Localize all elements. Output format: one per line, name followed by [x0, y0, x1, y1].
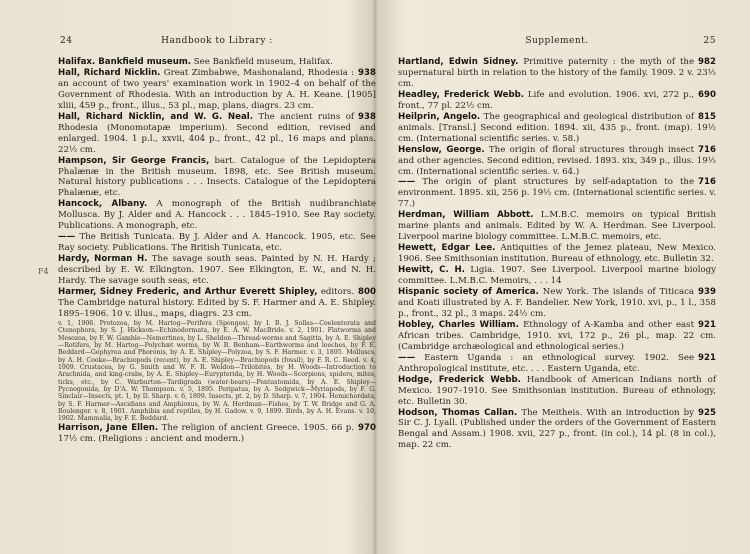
entry-body: Life and evolution. 1906. xvi, 272 p., front., 77 pl. 22½ cm. — [398, 89, 695, 111]
entry — [389, 353, 716, 375]
entry-body: The British Tunicata. By J. Alder and A. Hancock. 1905, etc. See Ray society. Publications. The British Tunicata, etc. — [58, 232, 376, 254]
entry — [49, 57, 376, 68]
entry-number: 970 — [358, 422, 376, 433]
entry — [389, 265, 716, 287]
entry-body: The religion of ancient Greece. 1905. 66 p. 17½ cm. (Religions : ancient and modern.) — [58, 422, 355, 444]
right-page — [398, 36, 716, 451]
entry-heading: Harmer, Sidney Frederic, and Arthur Everett Shipley, — [58, 287, 318, 298]
entry-heading: Hall, Richard Nicklin. — [58, 67, 161, 78]
entry — [389, 243, 716, 265]
entry-body: Primitive paternity : the myth of the supernatural birth in relation to the history of the family. 1909. 2 v. 23½ cm. — [398, 57, 716, 89]
entry-body: New York. The islands of Titicaca and Koati illustrated by A. F. Bandelier. New York, 1910. xvi, p., 1 l., 358 p., front., 32 pl., 3 maps. 24½ cm. — [398, 287, 716, 319]
entry-number: 800 — [358, 287, 376, 298]
entry-heading: —— — [58, 232, 76, 243]
contents-note: v. 1, 1906. Protozoa, by M. Hartog—Porifera (Sponges), by I. B. J. Sollas—Coelenterata and Ctenophora, by S. J. Hickson—Echinodermata, by E. A. W. MacBride. v. 2, 1901. Flatworms and Mesozoa, by F. W. Gamble—Nemertines, by L. Sheldon—Thread-worms and Sagitta, by A. E. Shipley—Rotifers, by M. Hartog—Polychæt worms, by W. B. Benham—Earthworms and leeches, by F. E. Beddard—Gephyrea and Phoronis, by A. E. Shipley—Polyzoa, by S. F. Harmer. v. 3, 1895. Molluscs, by A. H. Cooke—Brachiopods (recent), by A. E. Shipley—Brachiopods (fossil), by F. R. C. Reed. v. 4, 1909. Crustacea, by G. Smith and W. F. R. Weldon—Trilobites, by H. Woods—Introduction to Arachnida, and king-crabs, by A. E. Shipley—Eurypterida, by H. Woods—Scorpions, spiders, mites, ticks, etc., by C. Warburton—Tardigrada (water-bears)—Pentastomida, by A. E. Shipley—Pycnogonida, by D'A. W. Thompson. v. 5, 1895. Peripatus, by A. Sedgwick—Myriapods, by F. G. Sinclair—Insects, pt. 1, by D. Sharp. v. 6, 1899. Insects, pt. 2, by D. Sharp. v. 7, 1904. Hemichordata, by S. F. Harmer—Ascidians and Amphioxus, by W. A. Herdman—Fishes, by T. W. Bridge and G. A. Boulenger. v. 8, 1901. Amphibia and reptiles, by H. Gadow. v. 9, 1899. Birds, by A. H. Evans. v. 10, 1902. Mammalia, by F. E. Beddard. — [58, 319, 376, 423]
entry — [389, 145, 716, 178]
entry-heading: Hampson, Sir George Francis, — [58, 155, 210, 166]
entry — [389, 210, 716, 243]
entry-body: Ligia. 1907. See Liverpool. Liverpool marine biology committee. L.M.B.C. Memoirs, . . . 14 — [398, 265, 717, 287]
entry — [389, 90, 716, 112]
entry-heading: Hartland, Edwin Sidney. — [398, 57, 519, 67]
entry-body: Eastern Uganda : an ethnological survey. 1902. See Anthropological institute, etc. . . . Eastern Uganda, etc. — [398, 352, 695, 374]
entry-body: See Bankfield museum, Halifax. — [191, 57, 333, 67]
entry-heading: Hispanic society of America. — [398, 287, 539, 298]
running-head: Handbook to Library : — [161, 36, 273, 46]
entry-number: 716 — [698, 177, 716, 188]
entry-number: 938 — [358, 111, 376, 122]
entry-body: The savage south seas. Painted by N. H. Hardy ; described by E. W. Elkington. 1907. See Elkington, E. W., and N. H. Hardy. The savage south seas, etc. — [58, 254, 376, 287]
entry — [389, 320, 716, 353]
entry-heading: —— — [398, 177, 416, 188]
entry-body: The geographical and geological distribution of animals. [Transl.] Second edition. 1894. xii, 435 p., front. (map). 19½ cm. (International scientific series. v. 58.) — [398, 111, 716, 144]
entry-body: bart. Catalogue of the Lepidoptera Phalænæ in the British museum. 1898, etc. See British museum. Natural history publications . . . Insects. Catalogue of the Lepidoptera Phalænæ, etc. — [58, 155, 376, 199]
entry — [49, 156, 376, 200]
right-entries — [398, 57, 716, 451]
entry-body: Great Zimbabwe, Mashonaland, Rhodesia : an account of two years' examination work in 1902–4 on behalf of the Government of Rhodesia. With an introduction by A. H. Keane. [1905] xliii, 459 p., front., illus., 53 pl., map, plans, diagrs. 23 cm. — [58, 67, 376, 111]
entry-heading: Halifax. Bankfield museum. — [58, 57, 192, 67]
entry-heading: Hewett, Edgar Lee. — [398, 243, 496, 254]
entry — [49, 112, 376, 156]
entry-heading: Herdman, William Abbott. — [398, 210, 534, 221]
entry-heading: Hewitt, C. H. — [398, 265, 465, 276]
running-head: Supplement. — [525, 36, 589, 46]
entry — [389, 375, 716, 408]
left-page — [58, 36, 376, 445]
entry-heading: Hodson, Thomas Callan. — [398, 407, 518, 418]
entry-heading: Hancock, Albany. — [58, 199, 148, 210]
entry — [389, 177, 716, 210]
entry-body: The origin of floral structures through insect and other agencies. Second edition, revised. 1893. xix, 349 p., illus. 19½ cm. (International scientific series. v. 64.) — [398, 144, 716, 177]
entry-number: 921 — [698, 352, 716, 363]
entry-heading: —— — [398, 352, 416, 363]
entry-body: Antiquities of the Jemez plateau, New Mexico. 1906. See Smithsonian institution. Bureau of ethnology, etc. Bulletin 32. — [398, 243, 716, 265]
entry-body: A monograph of the British nudibranchiate Mollusca. By J. Alder and A. Hancock . . . 1845–1910. See Ray society. Publications. A monograph, etc. — [58, 199, 376, 232]
entry-number: 925 — [698, 407, 716, 418]
entry-heading: Hall, Richard Nicklin, and W. G. Neal. — [58, 111, 253, 122]
entry — [389, 57, 716, 90]
entry-heading: Hodge, Frederick Webb. — [398, 374, 521, 385]
entry-heading: Hobley, Charles William. — [398, 319, 519, 330]
entry — [49, 287, 376, 320]
entry-number: 690 — [698, 89, 716, 100]
entry — [389, 112, 716, 145]
entry — [49, 232, 376, 254]
left-page-header — [58, 36, 376, 50]
entry-body: Ethnology of A-Kamba and other east African tribes. Cambridge, 1910. xvi, 172 p., 26 pl., map. 22 cm. (Cambridge archæological and ethnological series.) — [398, 319, 716, 352]
entry-number: 939 — [698, 287, 716, 298]
entry-body: editors. The Cambridge natural history. Edited by S. F. Harmer and A. E. Shipley. 1895–1906. 10 v. illus., maps, diagrs. 23 cm. — [58, 287, 376, 319]
entry — [389, 287, 716, 320]
entry — [49, 68, 376, 112]
entry-number: 938 — [358, 67, 376, 78]
entry-heading: Harrison, Jane Ellen. — [58, 422, 159, 433]
left-entries — [58, 57, 376, 320]
page-number: 24 — [60, 36, 73, 46]
entry-number: 716 — [698, 144, 716, 155]
page-number: 25 — [703, 36, 716, 46]
entry-body: The ancient ruins of Rhodesia (Monomotapæ imperium). Second edition, revised and enlarged. 1904. 1 p.l., xxvii, 404 p., front., 42 pl., 16 maps and plans. 22½ cm. — [58, 111, 376, 155]
entry — [49, 254, 376, 287]
entry-body: The Meitheis. With an introduction by Sir C. J. Lyall. (Published under the orders of the Government of Eastern Bengal and Assam.) 1908. xvii, 227 p., front. (in col.), 14 pl. (8 in col.), map. 22 cm. — [398, 407, 716, 451]
entry-body: L.M.B.C. memoirs on typical British marine plants and animals. Edited by W. A. Herdman. See Liverpool. Liverpool marine biology committee. L.M.B.C. memoirs, etc. — [398, 210, 716, 243]
right-page-header — [398, 36, 716, 50]
entry-heading: Henslow, George. — [398, 144, 485, 155]
entry — [389, 408, 716, 452]
entry-heading: Hardy, Norman H. — [58, 254, 148, 265]
entry-body: The origin of plant structures by self-adaptation to the environment. 1895. xii, 256 p. 19½ cm. (International scientific series. v. 77.) — [398, 177, 716, 210]
margin-mark: F4 — [38, 267, 49, 276]
entry-heading: Heilprin, Angelo. — [398, 111, 481, 122]
entry-heading: Headley, Frederick Webb. — [398, 89, 525, 100]
entry — [49, 423, 376, 445]
entry-number: 815 — [698, 111, 716, 122]
entry-number: 921 — [698, 319, 716, 330]
entry-body: Handbook of American Indians north of Mexico. 1907–1910. See Smithsonian institution. Bureau of ethnology, etc. Bulletin 30. — [398, 374, 717, 407]
entry — [49, 199, 376, 232]
entry-number: 982 — [698, 57, 716, 67]
